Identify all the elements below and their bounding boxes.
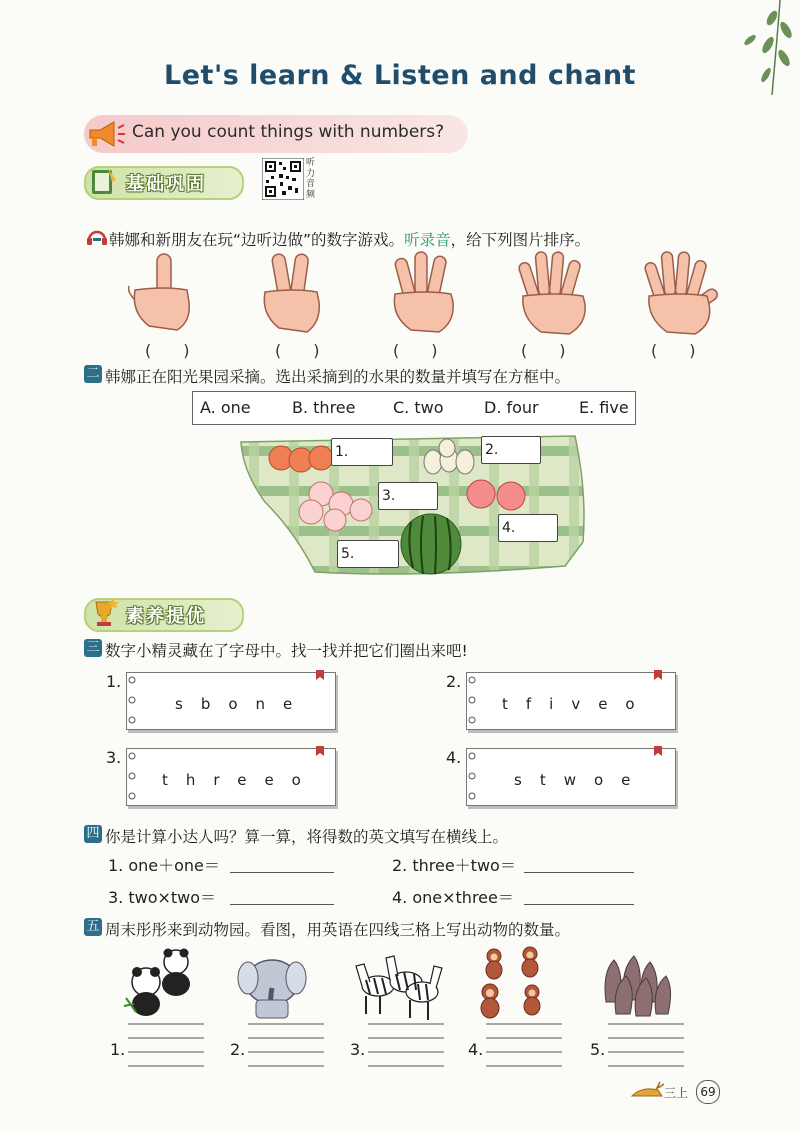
q3-prompt: 数字小精灵藏在了字母中。找一找并把它们圈出来吧! [105, 642, 468, 660]
monkeys-icon [481, 947, 540, 1018]
elephant-icon [238, 960, 306, 1018]
trophy-icon [88, 596, 120, 630]
hand-one-icon [129, 254, 190, 330]
deer-icon [628, 1078, 666, 1102]
megaphone-icon [86, 118, 126, 150]
zebras-icon [356, 956, 442, 1020]
q5-label-1: 1. [110, 1040, 126, 1059]
q4-answer-line-4[interactable] [524, 904, 634, 905]
qr-code-icon[interactable] [262, 158, 304, 200]
topic-banner-text: Can you count things with numbers? [132, 122, 445, 142]
q3-card-4-letters[interactable]: stwoe [514, 771, 649, 789]
leaves-decoration [720, 0, 800, 95]
hands-illustrations [125, 250, 725, 340]
headphones-icon [86, 228, 108, 246]
q3-card-1-letters[interactable]: sbone [175, 695, 311, 713]
q3-number-badge: 三 [84, 639, 102, 657]
q3-item-4-number: 4. [446, 748, 462, 767]
q5-label-4: 4. [468, 1040, 484, 1059]
q5-label-3: 3. [350, 1040, 366, 1059]
q1-blank-1[interactable]: ( ) [145, 341, 190, 360]
q5-prompt: 周末彤彤来到动物园。看图，用英语在四线三格上写出动物的数量。 [105, 921, 571, 939]
hand-five-icon [644, 252, 720, 334]
q1-blank-4[interactable]: ( ) [521, 341, 566, 360]
q4-number-badge: 四 [84, 825, 102, 843]
grade-label: 三上 [664, 1086, 689, 1100]
card-binder-decorations [120, 668, 690, 818]
q2-number-badge: 二 [84, 365, 102, 383]
writing-lines[interactable] [128, 1022, 698, 1074]
pandas-icon [124, 949, 190, 1017]
q5-number-badge: 五 [84, 918, 102, 936]
q1-blank-2[interactable]: ( ) [275, 341, 320, 360]
q4-item-2: 2. three＋two＝ [392, 856, 516, 875]
qr-note: 听力音频 [306, 158, 316, 200]
hand-three-icon [394, 252, 453, 332]
q3-card-2-letters[interactable]: tfiveo [502, 695, 653, 713]
fruit-watermelon-icon [401, 514, 461, 574]
q2-box-2-label: 2. [485, 442, 499, 458]
q4-item-3: 3. two×two＝ [108, 888, 217, 907]
page-number: 69 [696, 1080, 720, 1104]
hand-two-icon [264, 253, 319, 332]
q1-prompt-b: ，给下列图片排序。 [450, 231, 591, 249]
zoo-animals-illustration [118, 942, 698, 1024]
q3-item-2-number: 2. [446, 672, 462, 691]
q4-item-1: 1. one＋one＝ [108, 856, 220, 875]
q1-blank-5[interactable]: ( ) [651, 341, 696, 360]
q5-label-2: 2. [230, 1040, 246, 1059]
q1-prompt-a: 韩娜和新朋友在玩“边听边做”的数字游戏。 [109, 231, 405, 249]
birds-icon [605, 956, 671, 1016]
q5-label-5: 5. [590, 1040, 606, 1059]
q4-item-4: 4. one×three＝ [392, 888, 514, 907]
q2-option-d: D. four [484, 398, 539, 417]
q3-card-3-letters[interactable]: threeo [162, 771, 319, 789]
notebook-icon [88, 164, 120, 198]
q2-box-1-label: 1. [335, 444, 349, 460]
page-title: Let's learn & Listen and chant [164, 60, 636, 91]
q4-answer-line-3[interactable] [230, 904, 334, 905]
section-advanced-label: 素养提优 [126, 606, 206, 627]
q3-item-1-number: 1. [106, 672, 122, 691]
q2-option-a: A. one [200, 398, 251, 417]
q1-blank-3[interactable]: ( ) [393, 341, 438, 360]
q4-answer-line-2[interactable] [524, 872, 634, 873]
q2-prompt: 韩娜正在阳光果园采摘。选出采摘到的水果的数量并填写在方框中。 [105, 368, 571, 386]
q2-option-b: B. three [292, 398, 356, 417]
q1-prompt-green: 听录音 [404, 231, 451, 249]
fruit-oranges-icon [269, 446, 333, 472]
section-basic-label: 基础巩固 [126, 174, 206, 195]
q2-box-5-label: 5. [341, 546, 355, 562]
q2-option-e: E. five [579, 398, 629, 417]
q2-option-c: C. two [393, 398, 444, 417]
hand-four-icon [518, 252, 585, 334]
q3-item-3-number: 3. [106, 748, 122, 767]
q2-box-4-label: 4. [502, 520, 516, 536]
q1-prompt [109, 228, 590, 250]
q2-box-3-label: 3. [382, 488, 396, 504]
q4-answer-line-1[interactable] [230, 872, 334, 873]
q4-prompt: 你是计算小达人吗？算一算，将得数的英文填写在横线上。 [105, 828, 509, 846]
